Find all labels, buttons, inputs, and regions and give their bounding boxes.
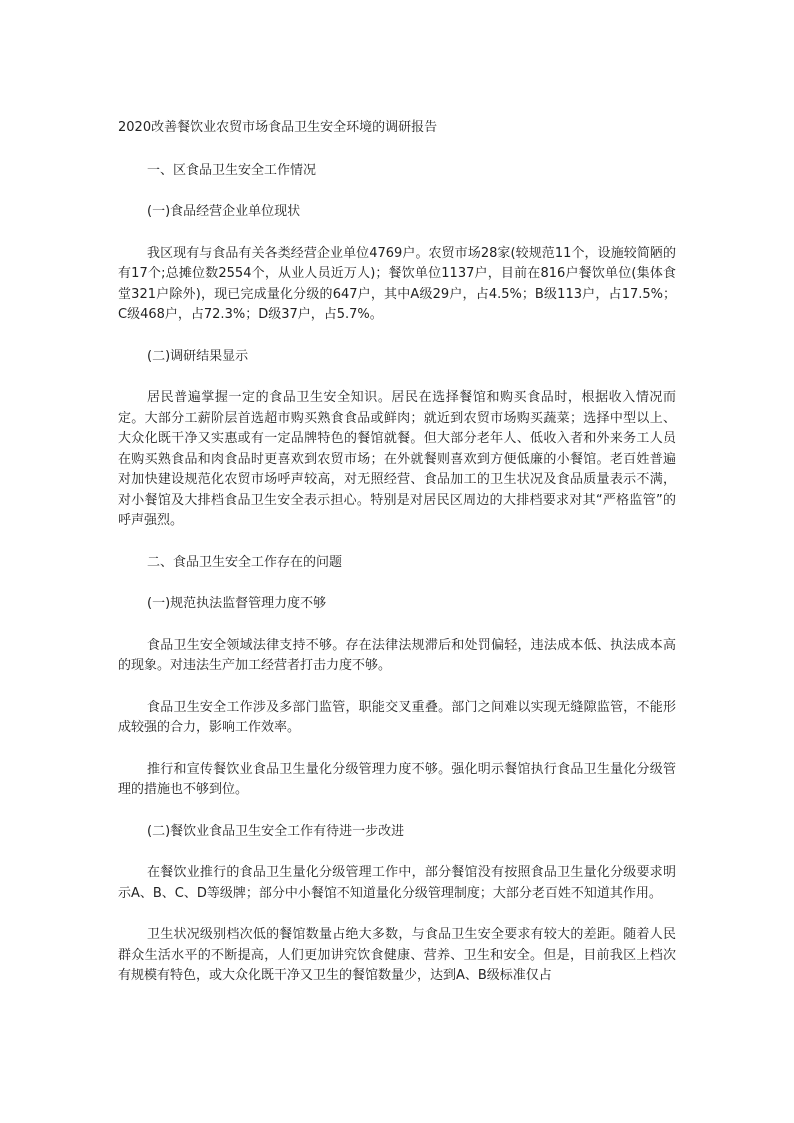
body-paragraph: 食品卫生安全工作涉及多部门监管，职能交叉重叠。部门之间难以实现无缝隙监管，不能形成较强的合力，影响工作效率。 [118,699,676,735]
body-paragraph: 在餐饮业推行的食品卫生量化分级管理工作中，部分餐馆没有按照食品卫生量化分级要求明示A、B、C、D等级牌；部分中小餐馆不知道量化分级管理制度；大部分老百姓不知道其作用。 [118,865,676,901]
section-heading: 二、食品卫生安全工作存在的问题 [147,554,343,570]
body-paragraph: 卫生状况级别档次低的餐馆数量占绝大多数，与食品卫生安全要求有较大的差距。随着人民群众生活水平的不断提高，人们更加讲究饮食健康、营养、卫生和安全。但是，目前我区上档次有规模有特色，或大众化既干净又卫生的餐馆数量少，达到A、B级标准仅占 [118,927,676,983]
section-heading: (二)餐饮业食品卫生安全工作有待进一步改进 [147,823,405,839]
document-content [118,161,676,987]
section-heading: (一)食品经营企业单位现状 [147,204,301,219]
section-heading: (一)规范执法监督管理力度不够 [147,596,327,611]
body-paragraph: 推行和宣传餐饮业食品卫生量化分级管理力度不够。强化明示餐馆执行食品卫生量化分级管理的措施也不够到位。 [118,761,676,797]
document-body [118,118,676,1008]
body-paragraph: 食品卫生安全领域法律支持不够。存在法律法规滞后和处罚偏轻，违法成本低、执法成本高的现象。对违法生产加工经营者打击力度不够。 [118,637,676,673]
body-paragraph: 居民普遍掌握一定的食品卫生安全知识。居民在选择餐馆和购买食品时，根据收入情况而定。大部分工薪阶层首选超市购买熟食食品或鲜肉；就近到农贸市场购买蔬菜；选择中型以上、大众化既干净又实惠或有一定品牌特色的餐馆就餐。但大部分老年人、低收入者和外来务工人员在购买熟食品和肉食品时更喜欢到农贸市场；在外就餐则喜欢到方便低廉的小餐馆。老百姓普遍对加快建设规范化农贸市场呼声较高，对无照经营、食品加工的卫生状况及食品质量表示不满，对小餐馆及大排档食品卫生安全表示担心。特别是对居民区周边的大排档要求对其“严格监管”的呼声强烈。 [118,390,676,528]
document-title: 2020改善餐饮业农贸市场食品卫生安全环境的调研报告 [118,120,438,135]
section-heading: (二)调研结果显示 [147,348,249,364]
section-heading: 一、区食品卫生安全工作情况 [147,162,317,178]
body-paragraph: 我区现有与食品有关各类经营企业单位4769户。农贸市场28家(较规范11个，设施较简陋的有17个;总摊位数2554个，从业人员近万人)；餐饮单位1137户，目前在816户餐饮单位(集体食堂321户除外)，现已完成量化分级的647户，其中A级29户，占4.5%；B级113户，占17.5%；C级468户，占72.3%；D级37户，占5.7%。 [118,245,676,322]
